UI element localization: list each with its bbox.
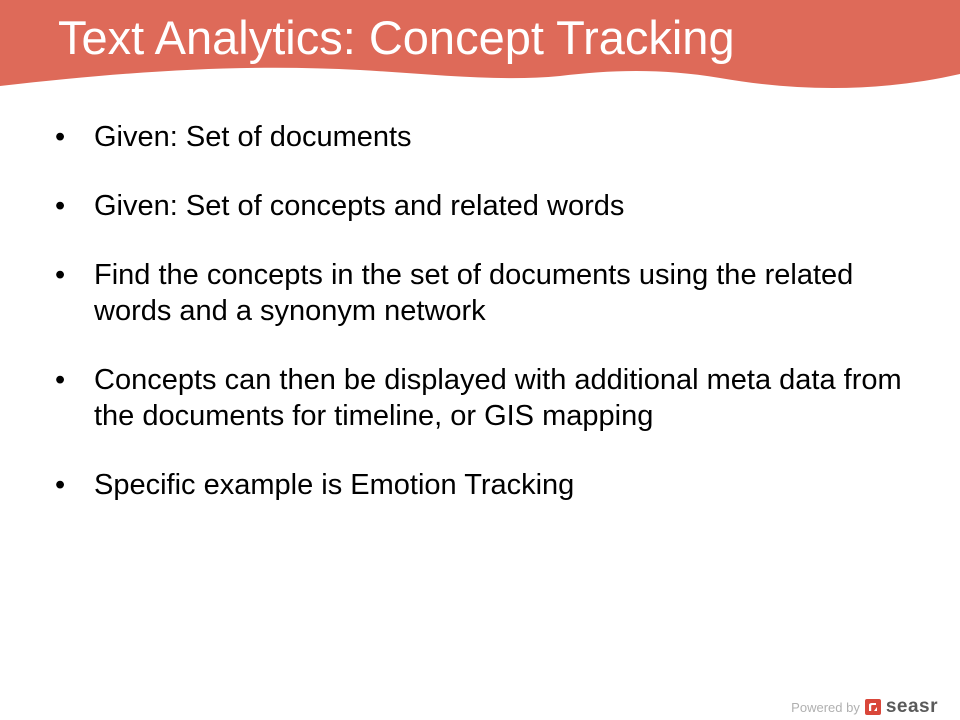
bullet-dot: • bbox=[55, 259, 66, 291]
bullet-item bbox=[52, 362, 912, 434]
bullet-item bbox=[52, 467, 912, 503]
slide-title: Text Analytics: Concept Tracking bbox=[58, 11, 735, 64]
bullet-item bbox=[52, 119, 912, 155]
bullet-text: Find the concepts in the set of documents using the related words and a synonym network bbox=[94, 259, 854, 327]
seasr-logo-icon bbox=[865, 699, 881, 715]
bullet-text: Given: Set of documents bbox=[94, 121, 412, 153]
bullet-item bbox=[52, 257, 912, 329]
bullet-dot: • bbox=[55, 364, 66, 396]
bullet-dot: • bbox=[55, 190, 66, 222]
bullet-dot: • bbox=[55, 469, 66, 501]
bullet-text: Given: Set of concepts and related words bbox=[94, 190, 625, 222]
bullet-item bbox=[52, 188, 912, 224]
seasr-logo bbox=[791, 696, 938, 718]
bullet-text: Concepts can then be displayed with additional meta data from the documents for timeline, or GIS mapping bbox=[94, 364, 902, 432]
bullet-list bbox=[52, 119, 912, 536]
bullet-text: Specific example is Emotion Tracking bbox=[94, 469, 575, 501]
bullet-dot: • bbox=[55, 121, 66, 153]
seasr-brand-text: seasr bbox=[885, 696, 938, 717]
powered-by-label: Powered by bbox=[791, 699, 860, 715]
